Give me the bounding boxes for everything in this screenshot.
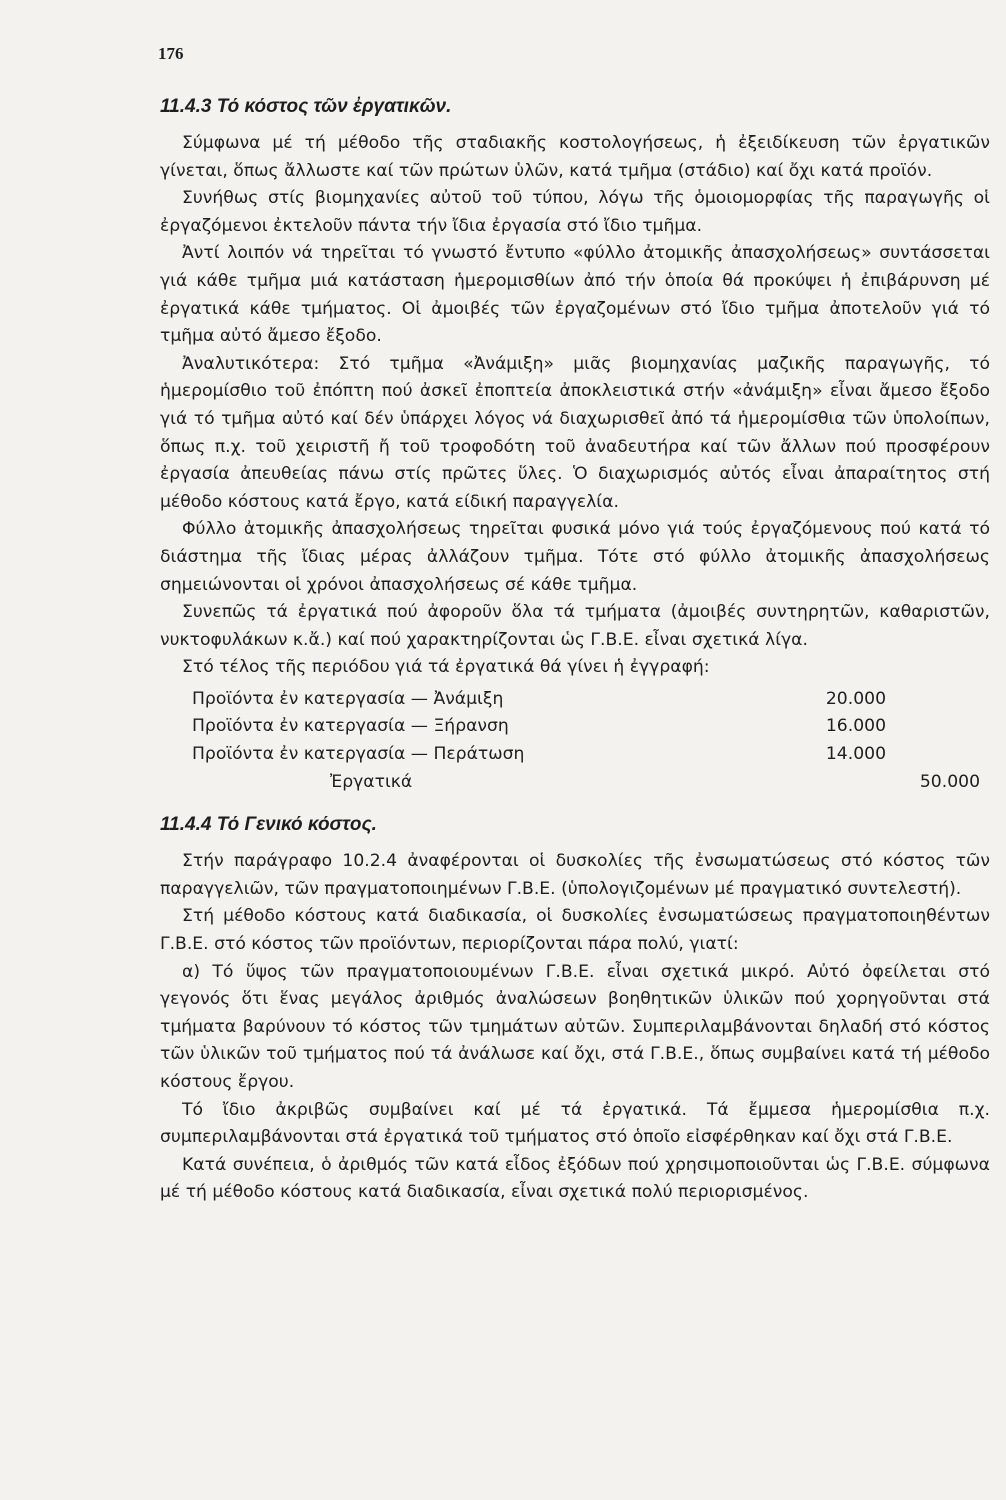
journal-entry xyxy=(160,686,990,796)
debit-account: Προϊόντα ἐν κατεργασία — Περάτωση xyxy=(192,744,525,765)
debit-amount: 14.000 xyxy=(825,744,886,765)
paragraph: Ἀναλυτικότερα: Στό τμῆμα «Ἀνάμιξη» μιᾶς βιομηχανίας μαζικῆς παραγωγῆς, τό ἡμερομίσθιο τοῦ ἐπόπτη πού ἀσκεῖ ἐποπτεία ἀποκλειστικά στήν «ἀνάμιξη» εἶναι ἄμεσο ἔξοδο γιά τό τμῆμα αὐτό καί δέν ὑπάρχει λόγος νά διαχωρισθεῖ ἀπό τά ἡμερομίσθια τῶν ὑπολοίπων, ὅπως π.χ. τοῦ χειριστῆ ἤ τοῦ τροφοδότη τοῦ ἀναδευτήρα καί τῶν ἄλλων πού προσφέρουν ἐργασία ἀπευθείας πάνω στίς πρῶτες ὕλες. Ὁ διαχωρισμός αὐτός εἶναι ἀπαραίτητος στή μέθοδο κόστους κατά ἔργο, κατά είδική παραγγελία. xyxy=(160,353,990,512)
paragraph: Στήν παράγραφο 10.2.4 ἀναφέρονται οἱ δυσκολίες τῆς ἐνσωματώσεως στό κόστος τῶν παραγγελιῶν, τῶν πραγματοποιημένων Γ.Β.Ε. (ὑπολογιζομένων μέ πραγματικό συντελεστή). xyxy=(160,851,990,899)
paragraph: Τό ἴδιο ἀκριβῶς συμβαίνει καί μέ τά ἐργατικά. Τά ἔμμεσα ἡμερομίσθια π.χ. συμπεριλαμβάνονται στά ἐργατικά τοῦ τμήματος στό ὁποῖο εἰσφέρθηκαν καί ὄχι στά Γ.Β.Ε. xyxy=(160,1099,990,1148)
paragraph: Συνεπῶς τά ἐργατικά πού ἀφοροῦν ὅλα τά τμήματα (ἀμοιβές συντηρητῶν, καθαριστῶν, νυκτοφυλάκων κ.ἄ.) καί πού χαρακτηρίζονται ὡς Γ.Β.Ε. εἶναι σχετικά λίγα. xyxy=(160,602,990,650)
paragraph: Ἀντί λοιπόν νά τηρεῖται τό γνωστό ἔντυπο «φύλλο ἀτομικῆς ἀπασχολήσεως» συντάσσεται γιά κάθε τμῆμα μιά κατάσταση ἡμερομισθίων ἀπό τήν ὁποία θά προκύψει ἡ ἐπιβάρυνση μέ ἐργατικά κάθε τμήματος. Οἱ ἀμοιβές τῶν ἐργαζομένων στό ἴδιο τμῆμα ἀποτελοῦν γιά τό τμῆμα αὐτό ἄμεσο ἔξοδο. xyxy=(160,243,990,347)
journal-credit-row xyxy=(160,769,990,797)
debit-account: Προϊόντα ἐν κατεργασία — Ξήρανση xyxy=(192,716,509,737)
paragraph: α) Τό ὕψος τῶν πραγματοποιουμένων Γ.Β.Ε. εἶναι σχετικά μικρό. Αὐτό ὀφείλεται στό γεγονός ὅτι ἕνας μεγάλος ἀριθμός ἀναλώσεων βοηθητικῶν ὑλικῶν πού χορηγοῦνται στά τμήματα βαρύνουν τό κόστος τῶν τμημάτων αὐτῶν. Συμπεριλαμβάνονται δηλαδή στό κόστος τῶν ὑλικῶν τοῦ τμήματος πού τά ἀνάλωσε καί ὄχι, στά Γ.Β.Ε., ὅπως συμβαίνει κατά τή μέθοδο κόστους ἔργου. xyxy=(160,961,990,1092)
paragraph: Στό τέλος τῆς περιόδου γιά τά ἐργατικά θά γίνει ἡ ἐγγραφή: xyxy=(182,657,710,678)
debit-amount: 16.000 xyxy=(825,716,886,737)
section-heading-11-4-3: 11.4.3 Τό κόστος τῶν ἐργατικῶν. xyxy=(160,96,452,117)
paragraph: Κατά συνέπεια, ὁ ἀριθμός τῶν κατά εἶδος ἐξόδων πού χρησιμοποιοῦνται ὡς Γ.Β.Ε. σύμφωνα μέ τή μέθοδο κόστους κατά διαδικασία, εἶναι σχετικά πολύ περιορισμένος. xyxy=(160,1154,990,1203)
credit-amount: 50.000 xyxy=(919,771,980,792)
journal-debit-row xyxy=(160,713,990,741)
debit-amount: 20.000 xyxy=(825,688,886,709)
credit-account: Ἐργατικά xyxy=(330,771,413,792)
journal-debit-row xyxy=(160,741,990,769)
debit-account: Προϊόντα ἐν κατεργασία — Ἀνάμιξη xyxy=(192,688,504,709)
page-number: 176 xyxy=(158,44,184,63)
paragraph: Στή μέθοδο κόστους κατά διαδικασία, οἱ δυσκολίες ἐνσωματώσεως πραγματοποιηθέντων Γ.Β.Ε. στό κόστος τῶν προϊόντων, περιορίζονται πάρα πολύ, γιατί: xyxy=(160,906,990,955)
paragraph: Σύμφωνα μέ τή μέθοδο τῆς σταδιακῆς κοστολογήσεως, ἡ ἐξειδίκευση τῶν ἐργατικῶν γίνεται, ὅπως ἄλλωστε καί τῶν πρώτων ὑλῶν, κατά τμῆμα (στάδιο) καί ὄχι κατά προϊόν. xyxy=(160,133,990,181)
paragraph: Συνήθως στίς βιομηχανίες αὐτοῦ τοῦ τύπου, λόγω τῆς ὁμοιομορφίας τῆς παραγωγῆς οἱ ἐργαζόμενοι ἐκτελοῦν πάντα τήν ἴδια ἐργασία στό ἴδιο τμῆμα. xyxy=(160,188,990,236)
section-heading-11-4-4: 11.4.4 Τό Γενικό κόστος. xyxy=(160,814,377,836)
page-content xyxy=(160,96,990,1207)
paragraph: Φύλλο ἀτομικῆς ἀπασχολήσεως τηρεῖται φυσικά μόνο γιά τούς ἐργαζόμενους πού κατά τό διάστημα τῆς ἴδιας μέρας ἀλλάζουν τμῆμα. Τότε στό φύλλο ἀτομικῆς ἀπασχολήσεως σημειώνονται οἱ χρόνοι ἀπασχολήσεως σέ κάθε τμῆμα. xyxy=(160,519,990,595)
journal-debit-row xyxy=(160,686,990,714)
